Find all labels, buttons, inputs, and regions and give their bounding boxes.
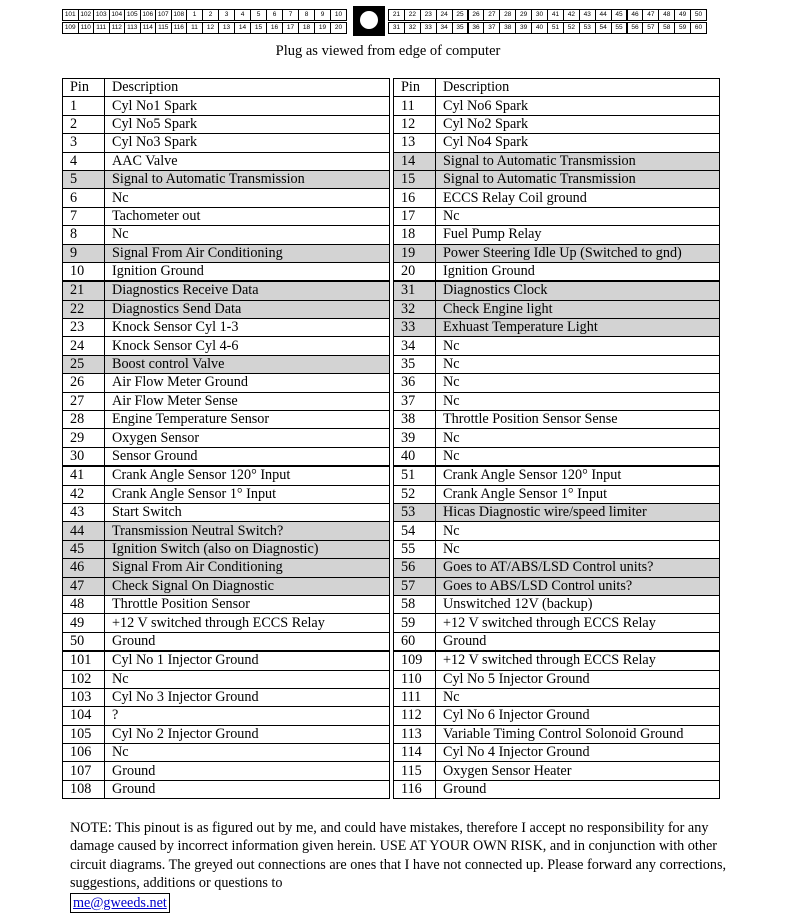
pin-number-cell: 39 xyxy=(394,429,436,447)
description-cell: Nc xyxy=(436,447,720,466)
pin-number-cell: 18 xyxy=(394,226,436,244)
table-row xyxy=(63,374,720,392)
connector-pin: 105 xyxy=(124,9,141,21)
table-row xyxy=(63,744,720,762)
description-cell: Cyl No3 Spark xyxy=(105,134,390,152)
pin-number-cell: 16 xyxy=(394,189,436,207)
pin-number-cell: 36 xyxy=(394,374,436,392)
pin-number-cell: 25 xyxy=(63,355,105,373)
pin-number-cell: 40 xyxy=(394,447,436,466)
pin-number-cell: 53 xyxy=(394,503,436,521)
pin-number-cell: 3 xyxy=(63,134,105,152)
description-cell: Fuel Pump Relay xyxy=(436,226,720,244)
table-row xyxy=(63,337,720,355)
table-row xyxy=(63,725,720,743)
description-cell: Air Flow Meter Ground xyxy=(105,374,390,392)
table-row xyxy=(63,595,720,613)
connector-pin: 3 xyxy=(218,9,235,21)
table-row xyxy=(63,262,720,281)
description-cell: Sensor Ground xyxy=(105,447,390,466)
connector-key xyxy=(353,6,385,36)
pin-number-cell: 5 xyxy=(63,170,105,188)
table-row xyxy=(63,651,720,670)
pin-number-cell: 103 xyxy=(63,688,105,706)
connector-pin: 60 xyxy=(690,22,707,34)
connector-pin: 22 xyxy=(404,9,421,21)
description-cell: Exhuast Temperature Light xyxy=(436,319,720,337)
pin-number-cell: 111 xyxy=(394,688,436,706)
pin-number-cell: 102 xyxy=(63,670,105,688)
table-row xyxy=(63,522,720,540)
connector-pin: 47 xyxy=(642,9,659,21)
connector-pin: 13 xyxy=(218,22,235,34)
pin-number-cell: 9 xyxy=(63,244,105,262)
email-link[interactable]: me@gweeds.net xyxy=(70,893,170,913)
description-cell: AAC Valve xyxy=(105,152,390,170)
pin-number-cell: 13 xyxy=(394,134,436,152)
connector-pin: 2 xyxy=(202,9,219,21)
description-cell: Cyl No4 Spark xyxy=(436,134,720,152)
pin-number-cell: 26 xyxy=(63,374,105,392)
connector-pin: 30 xyxy=(531,9,548,21)
table-row xyxy=(63,688,720,706)
connector-pin: 12 xyxy=(202,22,219,34)
connector-pin: 33 xyxy=(420,22,437,34)
pin-number-cell: 15 xyxy=(394,170,436,188)
description-cell: Ground xyxy=(436,632,720,651)
description-cell: Nc xyxy=(436,392,720,410)
pin-number-cell: 14 xyxy=(394,152,436,170)
pin-number-cell: 29 xyxy=(63,429,105,447)
table-header-row xyxy=(63,79,720,97)
description-cell: Cyl No 2 Injector Ground xyxy=(105,725,390,743)
connector-pin: 20 xyxy=(330,22,347,34)
connector-pin: 113 xyxy=(124,22,141,34)
pin-number-cell: 55 xyxy=(394,540,436,558)
pin-number-cell: 45 xyxy=(63,540,105,558)
description-cell: Throttle Position Sensor Sense xyxy=(436,411,720,429)
description-cell: Nc xyxy=(436,355,720,373)
table-row xyxy=(63,762,720,780)
connector-pin: 45 xyxy=(611,9,628,21)
pin-number-cell: 22 xyxy=(63,300,105,318)
pin-number-cell: 6 xyxy=(63,189,105,207)
table-row xyxy=(63,447,720,466)
table-row xyxy=(63,170,720,188)
pin-number-cell: 44 xyxy=(63,522,105,540)
connector-pin: 50 xyxy=(690,9,707,21)
pin-number-cell: 113 xyxy=(394,725,436,743)
description-cell: Nc xyxy=(105,189,390,207)
pin-number-cell: 47 xyxy=(63,577,105,595)
description-cell: Cyl No2 Spark xyxy=(436,115,720,133)
description-cell: Cyl No 6 Injector Ground xyxy=(436,707,720,725)
pin-number-cell: 20 xyxy=(394,262,436,281)
header-pin-left: Pin xyxy=(63,79,105,97)
table-row xyxy=(63,244,720,262)
connector-pin: 104 xyxy=(109,9,126,21)
pin-number-cell: 8 xyxy=(63,226,105,244)
table-row xyxy=(63,281,720,300)
table-row xyxy=(63,577,720,595)
pin-number-cell: 37 xyxy=(394,392,436,410)
description-cell: +12 V switched through ECCS Relay xyxy=(436,651,720,670)
description-cell: Tachometer out xyxy=(105,207,390,225)
description-cell: ? xyxy=(105,707,390,725)
table-row xyxy=(63,540,720,558)
pin-number-cell: 106 xyxy=(63,744,105,762)
description-cell: Unswitched 12V (backup) xyxy=(436,595,720,613)
description-cell: Goes to ABS/LSD Control units? xyxy=(436,577,720,595)
description-cell: Cyl No 1 Injector Ground xyxy=(105,651,390,670)
description-cell: Air Flow Meter Sense xyxy=(105,392,390,410)
connector-pin: 102 xyxy=(78,9,95,21)
description-cell: Nc xyxy=(105,226,390,244)
pin-number-cell: 57 xyxy=(394,577,436,595)
connector-pin: 38 xyxy=(499,22,516,34)
connector-pin: 116 xyxy=(171,22,188,34)
connector-pin: 46 xyxy=(627,9,644,21)
table-row xyxy=(63,300,720,318)
connector-pin: 6 xyxy=(266,9,283,21)
pin-number-cell: 109 xyxy=(394,651,436,670)
description-cell: Throttle Position Sensor xyxy=(105,595,390,613)
connector-pin: 29 xyxy=(515,9,532,21)
pin-number-cell: 58 xyxy=(394,595,436,613)
connector-pin: 108 xyxy=(171,9,188,21)
connector-pin: 11 xyxy=(186,22,203,34)
description-cell: Diagnostics Receive Data xyxy=(105,281,390,300)
pin-number-cell: 46 xyxy=(63,559,105,577)
pin-number-cell: 49 xyxy=(63,614,105,632)
pin-number-cell: 42 xyxy=(63,485,105,503)
description-cell: Ignition Ground xyxy=(436,262,720,281)
connector-pin: 40 xyxy=(531,22,548,34)
description-cell: Ground xyxy=(105,780,390,798)
description-cell: ECCS Relay Coil ground xyxy=(436,189,720,207)
connector-pin: 27 xyxy=(483,9,500,21)
pin-number-cell: 35 xyxy=(394,355,436,373)
connector-pin: 21 xyxy=(388,9,405,21)
connector-pin: 37 xyxy=(483,22,500,34)
connector-pin: 43 xyxy=(579,9,596,21)
pin-number-cell: 115 xyxy=(394,762,436,780)
connector-pin: 44 xyxy=(595,9,612,21)
pin-number-cell: 112 xyxy=(394,707,436,725)
table-row xyxy=(63,614,720,632)
connector-pin: 23 xyxy=(420,9,437,21)
description-cell: Signal From Air Conditioning xyxy=(105,559,390,577)
connector-pin: 109 xyxy=(62,22,79,34)
connector-pin: 55 xyxy=(611,22,628,34)
connector-pin: 24 xyxy=(436,9,453,21)
connector-pin: 36 xyxy=(468,22,485,34)
connector-pin: 42 xyxy=(563,9,580,21)
pin-number-cell: 116 xyxy=(394,780,436,798)
pin-number-cell: 56 xyxy=(394,559,436,577)
pin-number-cell: 32 xyxy=(394,300,436,318)
description-cell: Check Engine light xyxy=(436,300,720,318)
table-row xyxy=(63,632,720,651)
description-cell: Ignition Switch (also on Diagnostic) xyxy=(105,540,390,558)
description-cell: Boost control Valve xyxy=(105,355,390,373)
connector-pin: 51 xyxy=(547,22,564,34)
pin-number-cell: 19 xyxy=(394,244,436,262)
description-cell: Nc xyxy=(105,670,390,688)
connector-pin: 110 xyxy=(78,22,95,34)
description-cell: Knock Sensor Cyl 4-6 xyxy=(105,337,390,355)
connector-pin: 101 xyxy=(62,9,79,21)
table-row xyxy=(63,670,720,688)
connector-pin: 48 xyxy=(658,9,675,21)
table-row xyxy=(63,780,720,798)
description-cell: Oxygen Sensor xyxy=(105,429,390,447)
table-row xyxy=(63,559,720,577)
description-cell: Nc xyxy=(436,374,720,392)
connector-pin: 114 xyxy=(140,22,157,34)
pin-number-cell: 110 xyxy=(394,670,436,688)
table-row xyxy=(63,319,720,337)
description-cell: Ground xyxy=(105,762,390,780)
table-row xyxy=(63,503,720,521)
connector-key-hole xyxy=(360,11,378,29)
connector-pin: 41 xyxy=(547,9,564,21)
description-cell: +12 V switched through ECCS Relay xyxy=(105,614,390,632)
connector-pin: 57 xyxy=(642,22,659,34)
connector-pin: 5 xyxy=(250,9,267,21)
description-cell: Nc xyxy=(436,429,720,447)
connector-pin: 59 xyxy=(674,22,691,34)
description-cell: Nc xyxy=(436,540,720,558)
connector-pin: 107 xyxy=(155,9,172,21)
connector-pin: 115 xyxy=(155,22,172,34)
description-cell: Cyl No5 Spark xyxy=(105,115,390,133)
description-cell: Cyl No1 Spark xyxy=(105,97,390,115)
header-pin-right: Pin xyxy=(394,79,436,97)
description-cell: Goes to AT/ABS/LSD Control units? xyxy=(436,559,720,577)
connector-pin: 32 xyxy=(404,22,421,34)
connector-pin: 17 xyxy=(282,22,299,34)
description-cell: Cyl No 4 Injector Ground xyxy=(436,744,720,762)
connector-pin: 14 xyxy=(234,22,251,34)
connector-pin: 28 xyxy=(499,9,516,21)
pin-number-cell: 105 xyxy=(63,725,105,743)
connector-pin: 18 xyxy=(298,22,315,34)
connector-pin: 25 xyxy=(452,9,469,21)
description-cell: Cyl No 3 Injector Ground xyxy=(105,688,390,706)
connector-pin: 1 xyxy=(186,9,203,21)
connector-pin: 31 xyxy=(388,22,405,34)
pin-number-cell: 21 xyxy=(63,281,105,300)
pin-number-cell: 17 xyxy=(394,207,436,225)
pin-number-cell: 4 xyxy=(63,152,105,170)
connector-pin: 49 xyxy=(674,9,691,21)
connector-pin: 39 xyxy=(515,22,532,34)
pin-number-cell: 23 xyxy=(63,319,105,337)
pin-number-cell: 101 xyxy=(63,651,105,670)
description-cell: Variable Timing Control Solonoid Ground xyxy=(436,725,720,743)
pin-number-cell: 2 xyxy=(63,115,105,133)
description-cell: Nc xyxy=(436,207,720,225)
pin-number-cell: 7 xyxy=(63,207,105,225)
pin-number-cell: 30 xyxy=(63,447,105,466)
connector-diagram xyxy=(62,6,706,36)
table-row xyxy=(63,485,720,503)
description-cell: Signal From Air Conditioning xyxy=(105,244,390,262)
description-cell: Ignition Ground xyxy=(105,262,390,281)
pin-number-cell: 51 xyxy=(394,466,436,485)
connector-pin: 103 xyxy=(93,9,110,21)
table-row xyxy=(63,134,720,152)
description-cell: Start Switch xyxy=(105,503,390,521)
pin-number-cell: 59 xyxy=(394,614,436,632)
connector-pin: 9 xyxy=(314,9,331,21)
connector-caption: Plug as viewed from edge of computer xyxy=(275,43,501,59)
description-cell: Diagnostics Send Data xyxy=(105,300,390,318)
table-row xyxy=(63,207,720,225)
pin-number-cell: 38 xyxy=(394,411,436,429)
table-row xyxy=(63,466,720,485)
description-cell: Nc xyxy=(436,337,720,355)
pin-number-cell: 108 xyxy=(63,780,105,798)
connector-pin: 8 xyxy=(298,9,315,21)
pin-number-cell: 10 xyxy=(63,262,105,281)
description-cell: Nc xyxy=(105,744,390,762)
header-description-left: Description xyxy=(105,79,390,97)
connector-pin: 10 xyxy=(330,9,347,21)
pin-number-cell: 48 xyxy=(63,595,105,613)
table-row xyxy=(63,152,720,170)
connector-pin: 35 xyxy=(452,22,469,34)
description-cell: Crank Angle Sensor 1° Input xyxy=(105,485,390,503)
description-cell: Nc xyxy=(436,522,720,540)
description-cell: Crank Angle Sensor 120° Input xyxy=(436,466,720,485)
pin-number-cell: 41 xyxy=(63,466,105,485)
pin-number-cell: 43 xyxy=(63,503,105,521)
description-cell: Oxygen Sensor Heater xyxy=(436,762,720,780)
description-cell: Cyl No6 Spark xyxy=(436,97,720,115)
pinout-table xyxy=(62,78,720,799)
connector-pin: 106 xyxy=(140,9,157,21)
description-cell: Cyl No 5 Injector Ground xyxy=(436,670,720,688)
connector-pin: 4 xyxy=(234,9,251,21)
pin-number-cell: 107 xyxy=(63,762,105,780)
connector-pin: 53 xyxy=(579,22,596,34)
table-row xyxy=(63,97,720,115)
pin-number-cell: 52 xyxy=(394,485,436,503)
note-text: NOTE: This pinout is as figured out by me, and could have mistakes, therefore I accept no responsibility for any damage caused by incorrect information given herein. USE AT YOUR OWN RISK, and in conjunction with other circuit diagrams. The greyed out connections are ones that I have not connected up. Please forward any corrections, suggestions, additions or questions to xyxy=(70,820,727,892)
description-cell: Nc xyxy=(436,688,720,706)
connector-pin: 58 xyxy=(658,22,675,34)
pin-number-cell: 12 xyxy=(394,115,436,133)
description-cell: Power Steering Idle Up (Switched to gnd) xyxy=(436,244,720,262)
connector-pin: 54 xyxy=(595,22,612,34)
description-cell: Hicas Diagnostic wire/speed limiter xyxy=(436,503,720,521)
pin-number-cell: 11 xyxy=(394,97,436,115)
description-cell: Signal to Automatic Transmission xyxy=(436,170,720,188)
pin-number-cell: 31 xyxy=(394,281,436,300)
description-cell: Crank Angle Sensor 120° Input xyxy=(105,466,390,485)
connector-pin: 7 xyxy=(282,9,299,21)
description-cell: Knock Sensor Cyl 1-3 xyxy=(105,319,390,337)
pin-number-cell: 34 xyxy=(394,337,436,355)
connector-pin: 19 xyxy=(314,22,331,34)
pinout-rows xyxy=(63,97,720,799)
description-cell: +12 V switched through ECCS Relay xyxy=(436,614,720,632)
disclaimer-note xyxy=(70,819,730,913)
description-cell: Signal to Automatic Transmission xyxy=(436,152,720,170)
table-row xyxy=(63,226,720,244)
pin-number-cell: 50 xyxy=(63,632,105,651)
description-cell: Signal to Automatic Transmission xyxy=(105,170,390,188)
pin-number-cell: 28 xyxy=(63,411,105,429)
table-row xyxy=(63,115,720,133)
description-cell: Diagnostics Clock xyxy=(436,281,720,300)
header-description-right: Description xyxy=(436,79,720,97)
connector-pin: 15 xyxy=(250,22,267,34)
pin-number-cell: 54 xyxy=(394,522,436,540)
pin-number-cell: 114 xyxy=(394,744,436,762)
pin-number-cell: 24 xyxy=(63,337,105,355)
pin-number-cell: 27 xyxy=(63,392,105,410)
description-cell: Transmission Neutral Switch? xyxy=(105,522,390,540)
connector-pin: 111 xyxy=(93,22,110,34)
description-cell: Check Signal On Diagnostic xyxy=(105,577,390,595)
connector-pin: 16 xyxy=(266,22,283,34)
table-row xyxy=(63,392,720,410)
description-cell: Crank Angle Sensor 1° Input xyxy=(436,485,720,503)
pin-number-cell: 33 xyxy=(394,319,436,337)
description-cell: Ground xyxy=(105,632,390,651)
pin-number-cell: 60 xyxy=(394,632,436,651)
table-row xyxy=(63,355,720,373)
table-row xyxy=(63,707,720,725)
description-cell: Engine Temperature Sensor xyxy=(105,411,390,429)
table-row xyxy=(63,429,720,447)
connector-pin: 34 xyxy=(436,22,453,34)
table-row xyxy=(63,189,720,207)
pin-number-cell: 1 xyxy=(63,97,105,115)
description-cell: Ground xyxy=(436,780,720,798)
pin-number-cell: 104 xyxy=(63,707,105,725)
connector-pin: 56 xyxy=(627,22,644,34)
connector-pin: 112 xyxy=(109,22,126,34)
connector-pin: 52 xyxy=(563,22,580,34)
table-row xyxy=(63,411,720,429)
connector-pin: 26 xyxy=(468,9,485,21)
